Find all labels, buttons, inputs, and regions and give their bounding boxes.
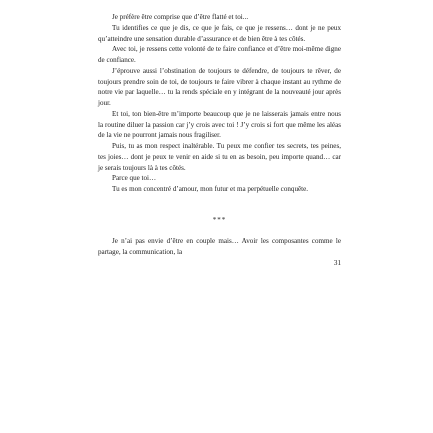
paragraph: Tu es mon concentré d’amour, mon futur et ma perpétuelle conquête. (112, 185, 309, 193)
paragraph: Je n’ai pas envie d’être en couple mais… Avoir les composantes comme le partage, la communication, la (98, 236, 341, 256)
section-separator: *** (212, 215, 227, 224)
paragraph: Puis, tu as mon respect inaltérable. Tu peux me confier tes secrets, tes peines, tes joies… dont je peux te venir en aide si tu en as besoin, peu importe quand… car je serais toujours là à tes côtés. (98, 142, 341, 172)
page-number: 31 (333, 259, 341, 268)
paragraph: J’éprouve aussi l’obstination de toujours te défendre, de toujours te rêver, de toujours prendre soin de toi, de toujours te faire vibrer à chaque instant au rythme de notre vie par laquelle… tu la rends spéciale en y intégrant de la nouveauté jour après jour. (98, 66, 341, 107)
paragraph: Parce que toi… (112, 174, 157, 183)
paragraph: Avec toi, je ressens cette volonté de te faire confiance et d’être moi-même digne de confiance. (98, 45, 341, 64)
paragraph: Et toi, ton bien-être m’importe beaucoup que je ne laisserais jamais entre nous la routine diluer la passion car j’y crois avec toi ! J’y crois si fort que même les aléas de la vie ne pourront jamais nous fragiliser. (98, 109, 341, 140)
paragraph: Tu identifies ce que je dis, ce que je fais, ce que je ressens… dont je ne peux qu’atteindre une sensation durable d’assurance et de bien être à tes côtés. (98, 23, 341, 43)
paragraph: Je préfère être comprise que d’être flatté et toi... (112, 13, 249, 21)
book-page (98, 12, 341, 269)
